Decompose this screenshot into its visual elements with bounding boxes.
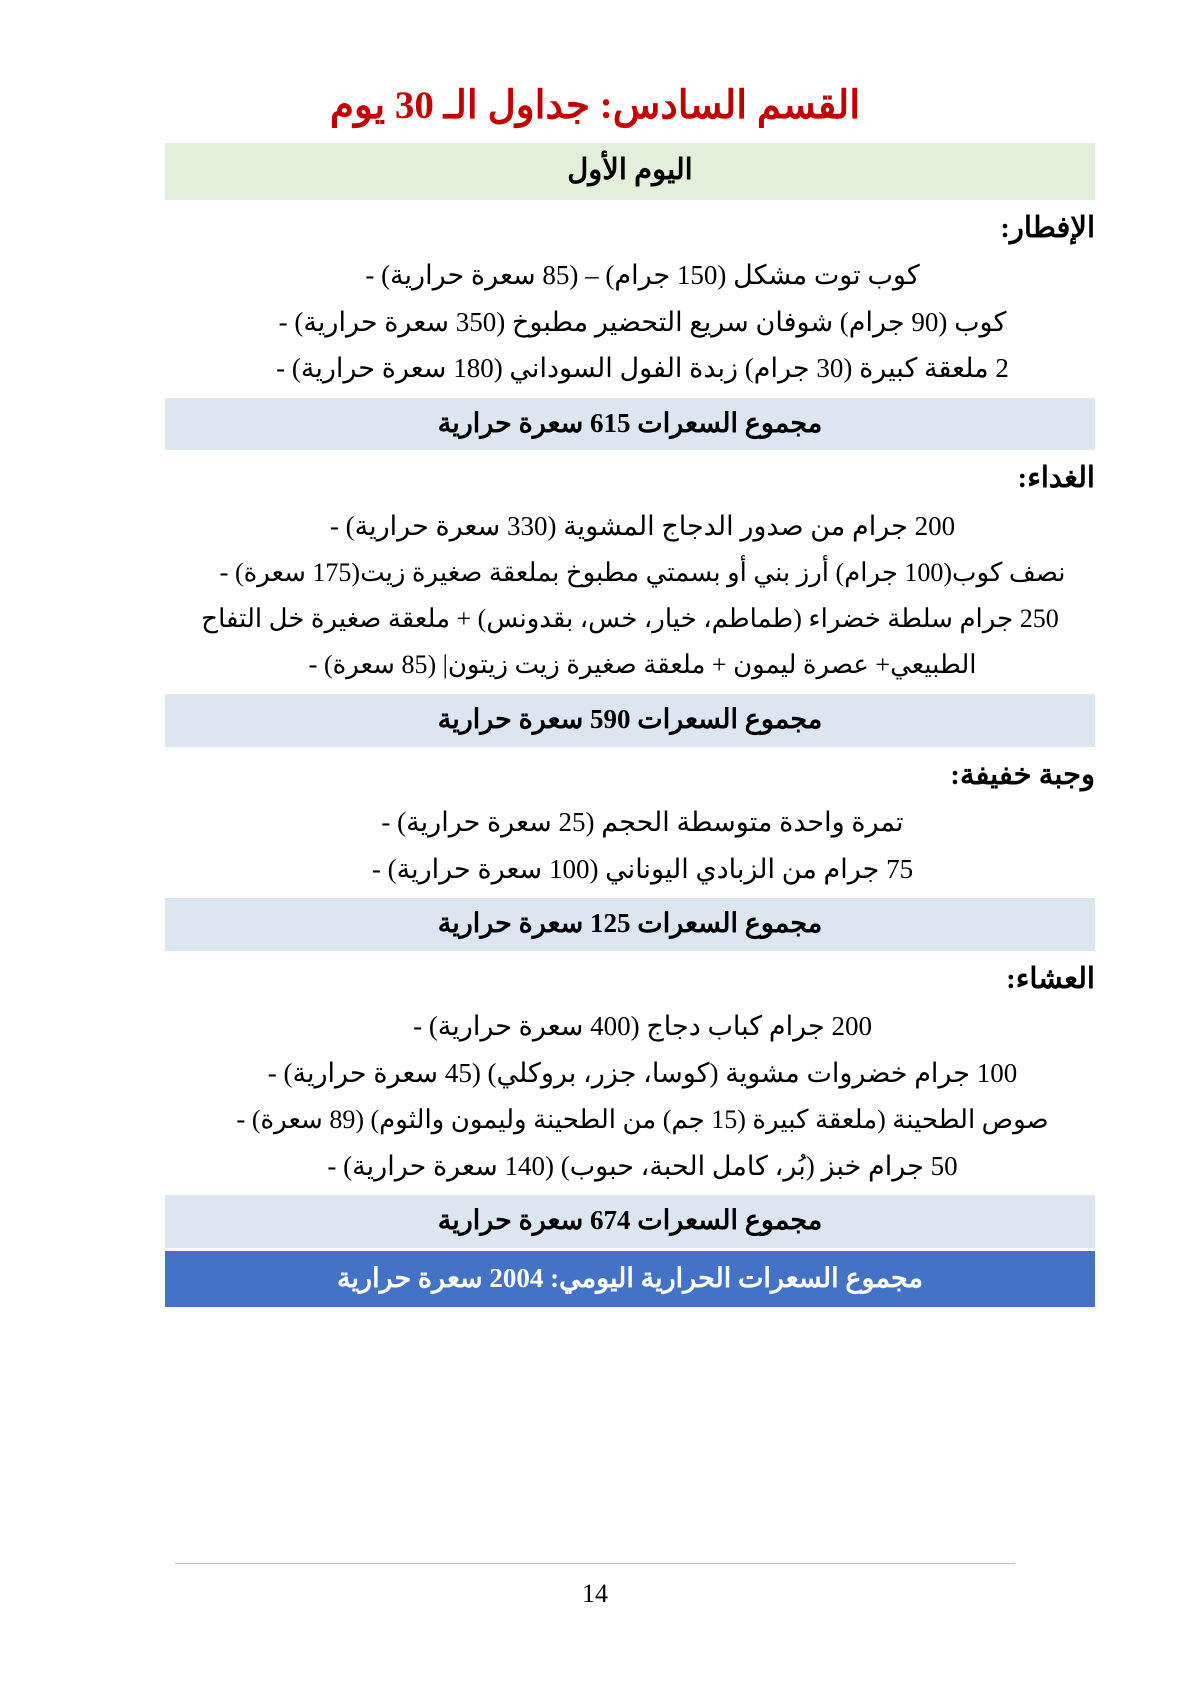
bullet-dash: -: [327, 1150, 337, 1181]
list-item-text: 50 جرام خبز (بُر، كامل الحبة، حبوب) (140 سعرة حرارية): [343, 1150, 958, 1181]
list-item-text: 2 ملعقة كبيرة (30 جرام) زبدة الفول السوداني (180 سعرة حرارية): [291, 353, 1009, 384]
list-item: [165, 1096, 1095, 1143]
list-item-text: 100 جرام خضروات مشوية (كوسا، جزر، بروكلي) (45 سعرة حرارية): [283, 1057, 1018, 1088]
list-item: [165, 1003, 1095, 1049]
list-item: [165, 1050, 1095, 1096]
document-content: [165, 143, 1095, 1308]
meal-heading-dinner: العشاء:: [1006, 962, 1095, 995]
meal-heading-lunch: الغداء:: [1017, 462, 1095, 495]
meal-items-snack: [165, 799, 1095, 896]
list-item: [165, 799, 1095, 845]
list-item-text: تمرة واحدة متوسطة الحجم (25 سعرة حرارية): [397, 807, 904, 838]
bullet-dash: -: [381, 807, 391, 838]
list-item-text: صوص الطحينة (ملعقة كبيرة (15 جم) من الطحينة وليمون والثوم) (89 سعرة): [251, 1104, 1049, 1134]
meal-items-dinner: [165, 1003, 1095, 1193]
list-item: [165, 252, 1095, 298]
list-item-text: 200 جرام من صدور الدجاج المشوية (330 سعرة حرارية): [345, 510, 956, 541]
bullet-dash: -: [267, 1057, 277, 1088]
list-item: [165, 1143, 1095, 1189]
list-item-text: كوب (90 جرام) شوفان سريع التحضير مطبوخ (350 سعرة حرارية): [294, 306, 1007, 337]
footer-divider: [175, 1563, 1015, 1564]
subtotal-bar-dinner: مجموع السعرات 674 سعرة حرارية: [165, 1195, 1095, 1248]
list-item-text: 200 جرام كباب دجاج (400 سعرة حرارية): [428, 1011, 872, 1042]
list-item: [165, 596, 1095, 688]
bullet-dash: -: [276, 353, 286, 384]
bullet-dash: -: [236, 1103, 246, 1134]
meal-items-breakfast: [165, 252, 1095, 395]
meal-heading-breakfast: الإفطار:: [1000, 211, 1095, 244]
list-item: [165, 299, 1095, 345]
page-title: القسم السادس: جداول الـ 30 يوم: [329, 84, 861, 127]
bullet-dash: -: [308, 649, 318, 680]
bullet-dash: -: [329, 510, 339, 541]
subtotal-bar-breakfast: مجموع السعرات 615 سعرة حرارية: [165, 398, 1095, 451]
bullet-dash: -: [219, 557, 229, 588]
subtotal-bar-lunch: مجموع السعرات 590 سعرة حرارية: [165, 694, 1095, 747]
subtotal-bar-snack: مجموع السعرات 125 سعرة حرارية: [165, 898, 1095, 951]
list-item-text: 250 جرام سلطة خضراء (طماطم، خيار، خس، بقدونس) + ملعقة صغيرة خل التفاح الطبيعي+ عصرة ليمون + ملعقة صغيرة زيت زيتون| (85 سعرة): [201, 604, 1059, 680]
bullet-dash: -: [371, 853, 381, 884]
bullet-dash: -: [413, 1011, 423, 1042]
list-item-text: نصف كوب(100 جرام) أرز بني أو بسمتي مطبوخ بملعقة صغيرة زيت(175 سعرة): [234, 558, 1066, 588]
list-item: [165, 549, 1095, 596]
list-item: [165, 846, 1095, 892]
daily-total-bar: مجموع السعرات الحرارية اليومي: 2004 سعرة حرارية: [165, 1251, 1095, 1308]
list-item-text: كوب توت مشكل (150 جرام) – (85 سعرة حرارية): [381, 260, 920, 291]
page-footer: [0, 1563, 1190, 1609]
list-item-text: 75 جرام من الزبادي اليوناني (100 سعرة حرارية): [387, 853, 914, 884]
meal-heading-snack: وجبة خفيفة:: [950, 758, 1095, 791]
page-number: 14: [582, 1578, 608, 1608]
meal-items-lunch: [165, 503, 1095, 693]
list-item: [165, 503, 1095, 549]
bullet-dash: -: [365, 260, 375, 291]
day-header-bar: اليوم الأول: [165, 143, 1095, 200]
bullet-dash: -: [278, 306, 288, 337]
list-item: [165, 345, 1095, 391]
